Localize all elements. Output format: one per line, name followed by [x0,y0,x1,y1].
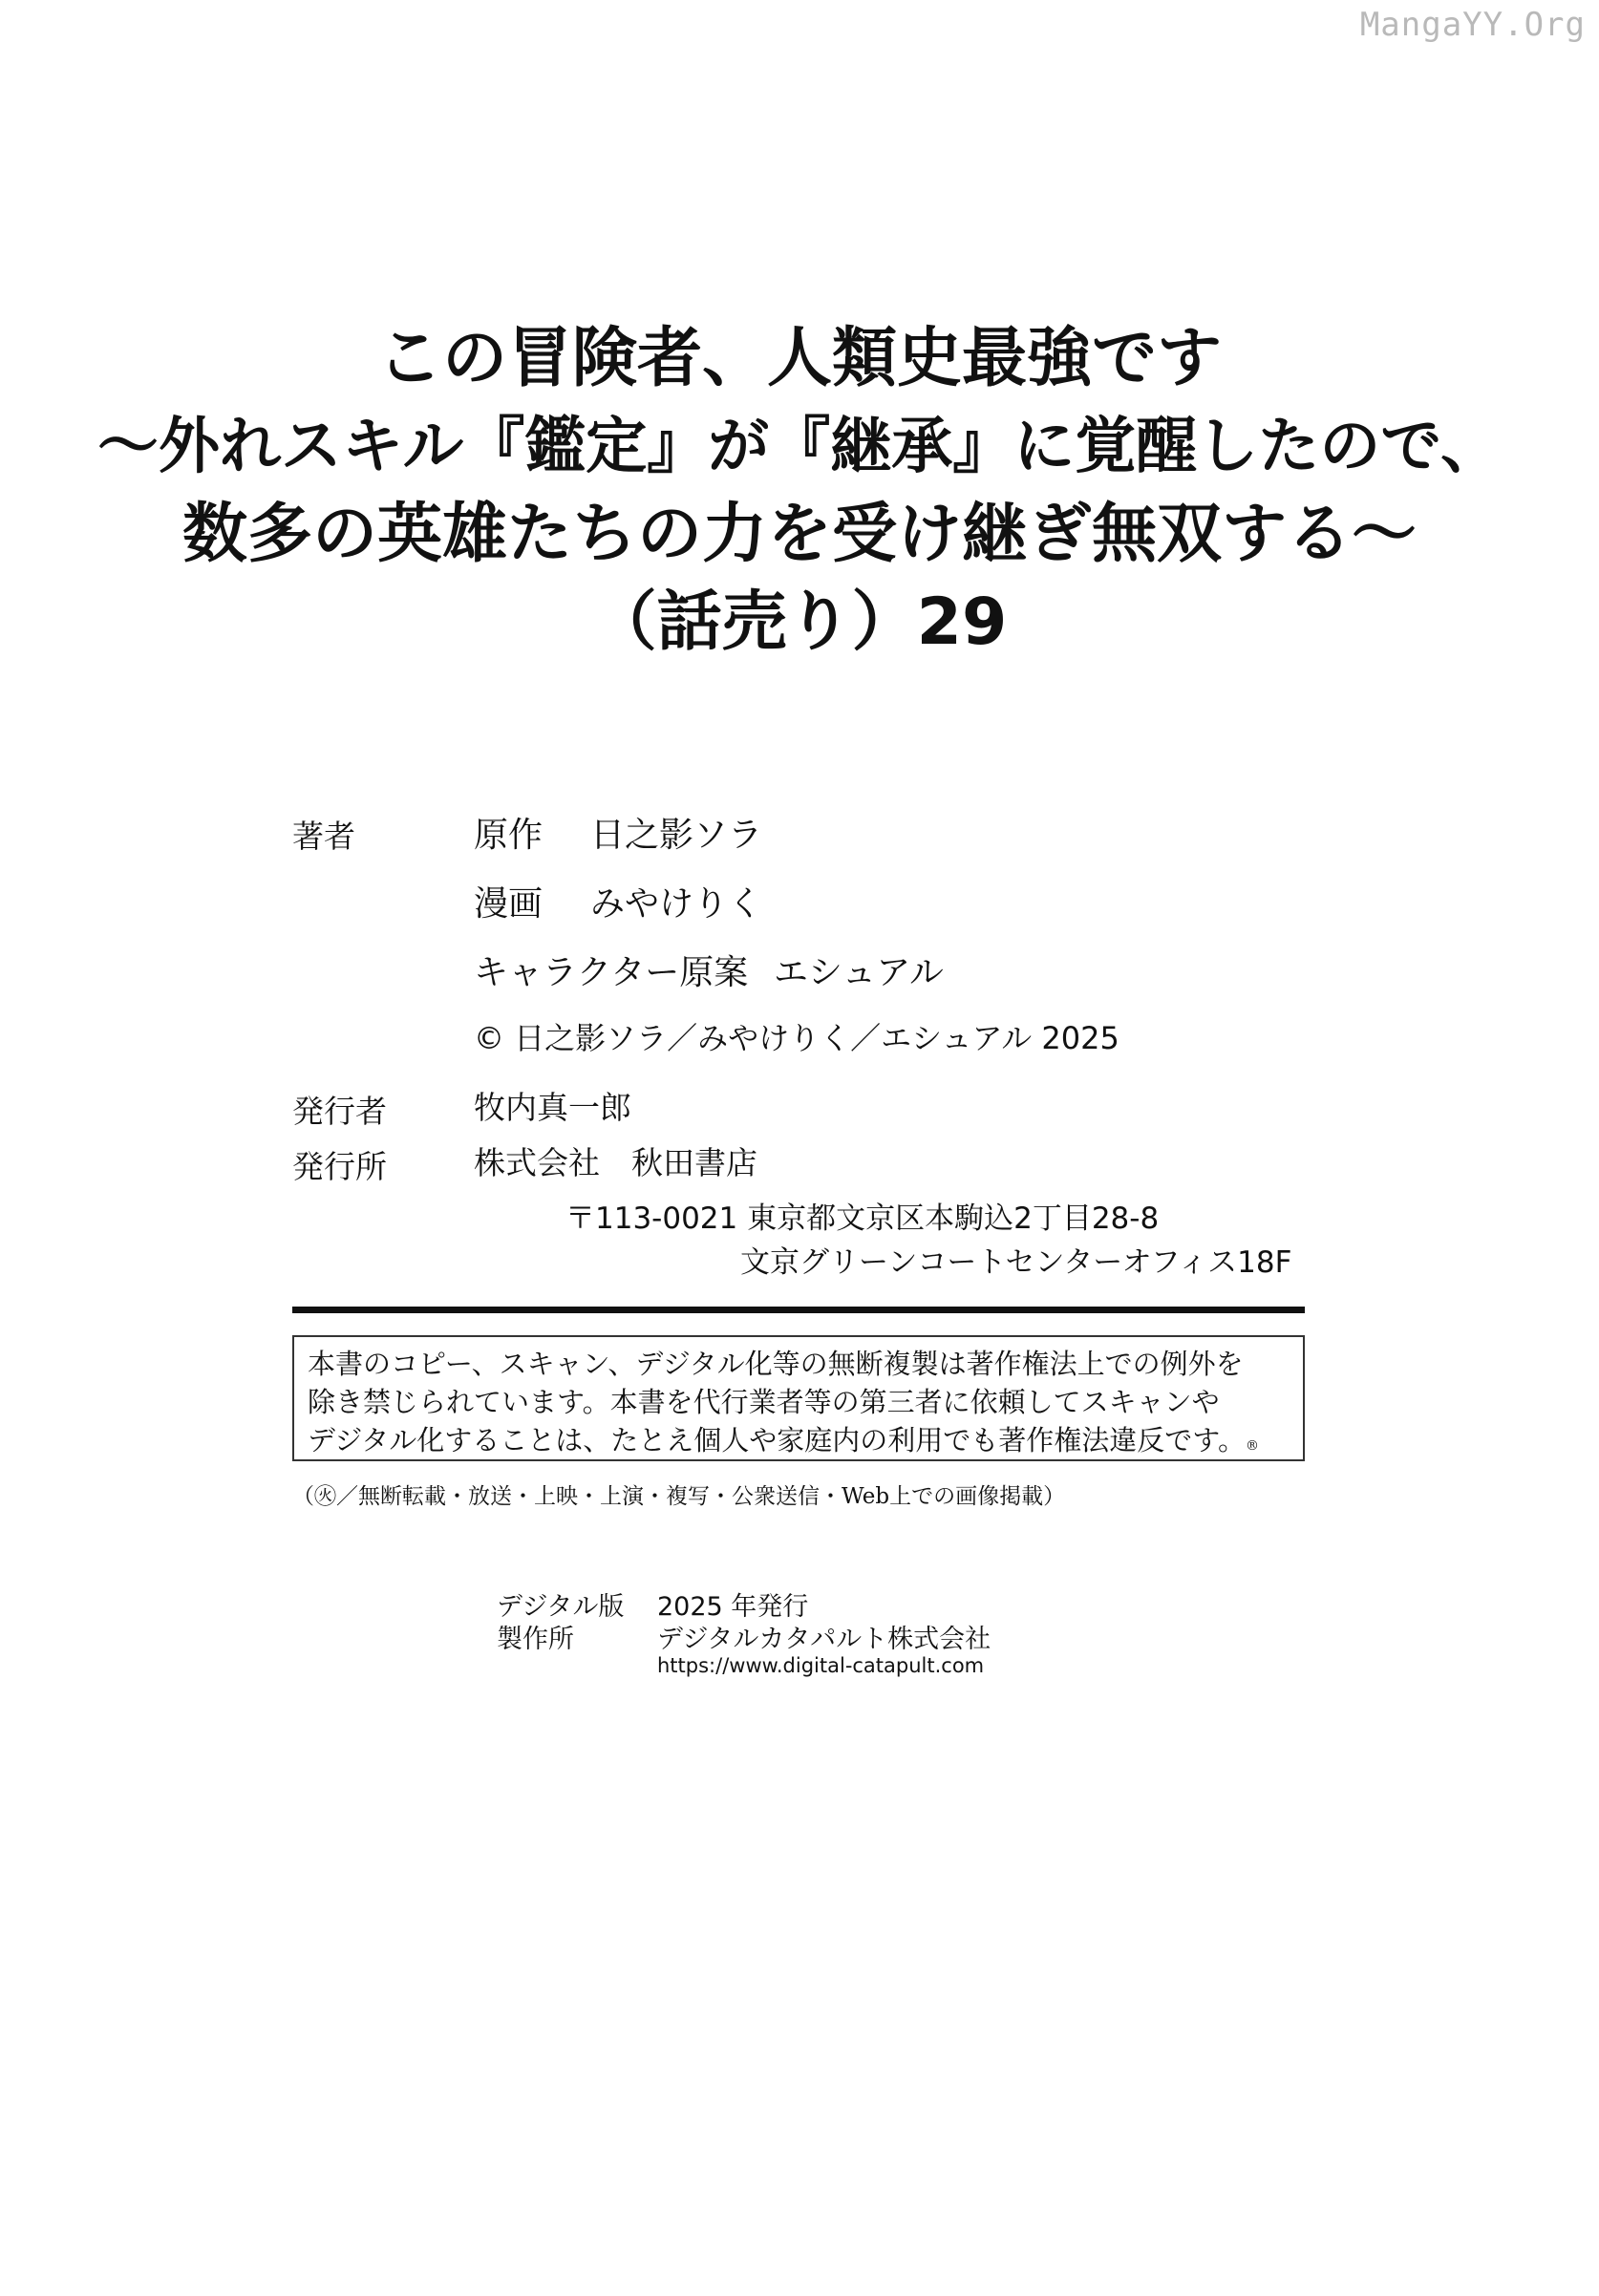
original-label: 原作 [474,816,544,855]
character-name: エシュアル [774,953,944,992]
edition-value: 2025 年発行 [657,1592,809,1622]
notice-line-2: 除き禁じられています。本書を代行業者等の第三者に依頼してスキャンや [308,1386,1220,1418]
watermark: MangaYY.Org [1359,6,1586,44]
title-line-1: この冒険者、人類史最強です [376,321,1222,396]
notice-mark: ® [1245,1438,1259,1454]
publisher-person-label: 発行者 [292,1093,387,1130]
copyright-notice-box [292,1335,1305,1461]
character-label: キャラクター原案 [474,953,749,992]
notice-line-3-text: デジタル化することは、たとえ個人や家庭内の利用でも著作権法違反です。 [308,1424,1246,1456]
producer-value: デジタルカタパルト株式会社 [657,1625,991,1654]
publisher-company: 株式会社 秋田書店 [474,1144,757,1181]
author-label: 著者 [292,818,355,855]
publisher-company-label: 発行所 [292,1148,387,1185]
notice-line-1: 本書のコピー、スキャン、デジタル化等の無断複製は著作権法上での例外を [308,1348,1244,1380]
address-line-1: 〒113-0021 東京都文京区本駒込2丁目28-8 [565,1201,1160,1236]
book-title [0,315,1599,667]
address-line-2: 文京グリーンコートセンターオフィス18F [740,1245,1292,1280]
title-line-3: 数多の英雄たちの力を受け継ぎ無双する〜 [181,497,1417,572]
footnote: （㊋／無断転載・放送・上映・上演・複写・公衆送信・Web上での画像掲載） [292,1484,1066,1509]
producer-label: 製作所 [497,1625,574,1654]
original-name: 日之影ソラ [590,816,763,855]
edition-label: デジタル版 [497,1592,625,1622]
publisher-person: 牧内真一郎 [474,1089,631,1126]
notice-line-3 [308,1421,1290,1461]
manga-name: みやけりく [590,884,763,924]
manga-label: 漫画 [474,884,544,924]
divider-rule [292,1307,1305,1313]
title-line-2: 〜外れスキル『鑑定』が『継承』に覚醒したので、 [96,412,1503,482]
publisher-url: https://www.digital-catapult.com [657,1654,985,1677]
copyright-line: © 日之影ソラ／みやけりく／エシュアル 2025 [474,1020,1119,1056]
title-line-4: （話売り）29 [591,585,1008,660]
